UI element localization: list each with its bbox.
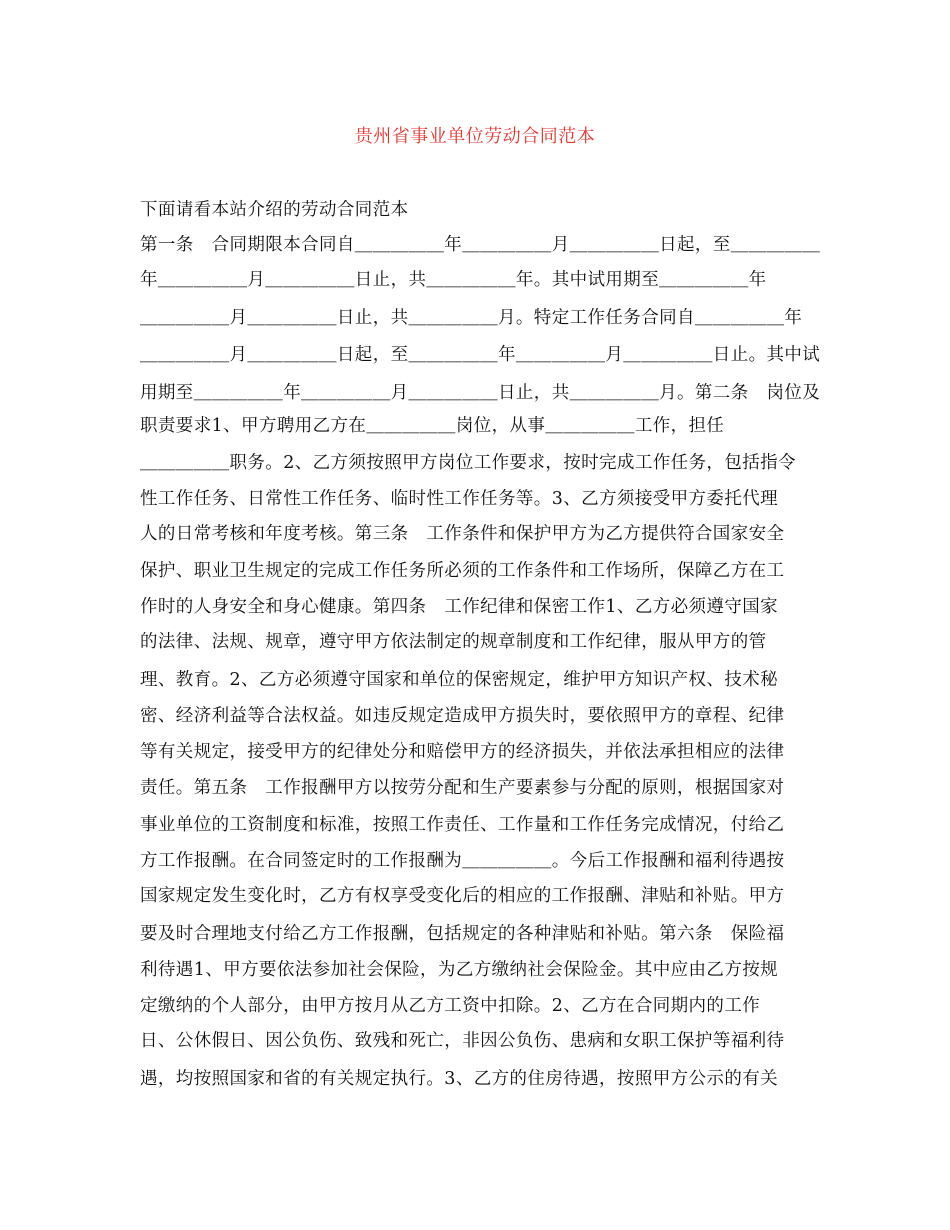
body-line: 要及时合理地支付给乙方工作报酬，包括规定的各种津贴和补贴。第六条 保险福 (140, 924, 785, 944)
body-line: 人的日常考核和年度考核。第三条 工作条件和保护甲方为乙方提供符合国家安全 (140, 524, 785, 544)
body-line: 理、教育。2、乙方必须遵守国家和单位的保密规定，维护甲方知识产权、技术秘 (140, 670, 779, 690)
body-line: 定缴纳的个人部分，由甲方按月从乙方工资中扣除。2、乙方在合同期内的工作 (140, 996, 761, 1016)
body-line: 事业单位的工资制度和标准，按照工作责任、工作量和工作任务完成情况，付给乙 (140, 815, 785, 835)
body-line: 下面请看本站介绍的劳动合同范本 (140, 200, 409, 220)
body-line: 国家规定发生变化时，乙方有权享受变化后的相应的工作报酬、津贴和补贴。甲方 (140, 886, 785, 906)
body-line: 第一条 合同期限本合同自＿＿＿＿＿年＿＿＿＿＿月＿＿＿＿＿日起，至＿＿＿＿＿ (140, 235, 821, 255)
body-line: 作时的人身安全和身心健康。第四条 工作纪律和保密工作1、乙方必须遵守国家 (140, 597, 779, 617)
body-line: ＿＿＿＿＿月＿＿＿＿＿日起，至＿＿＿＿＿年＿＿＿＿＿月＿＿＿＿＿日止。其中试 (140, 345, 821, 365)
body-line: ＿＿＿＿＿职务。2、乙方须按照甲方岗位工作要求，按时完成工作任务，包括指令 (140, 453, 796, 473)
body-line: 遇，均按照国家和省的有关规定执行。3、乙方的住房待遇，按照甲方公示的有关 (140, 1069, 779, 1089)
body-line: 用期至＿＿＿＿＿年＿＿＿＿＿月＿＿＿＿＿日止，共＿＿＿＿＿月。第二条 岗位及 (140, 383, 821, 403)
body-line: 等有关规定，接受甲方的纪律处分和赔偿甲方的经济损失，并依法承担相应的法律 (140, 742, 785, 762)
body-line: 性工作任务、日常性工作任务、临时性工作任务等。3、乙方须接受甲方委托代理 (140, 489, 779, 509)
body-line: 年＿＿＿＿＿月＿＿＿＿＿日止，共＿＿＿＿＿年。其中试用期至＿＿＿＿＿年 (140, 270, 767, 290)
body-line: 的法律、法规、规章，遵守甲方依法制定的规章制度和工作纪律，服从甲方的管 (140, 632, 767, 652)
body-line: 保护、职业卫生规定的完成工作任务所必须的工作条件和工作场所，保障乙方在工 (140, 561, 785, 581)
body-line: 责任。第五条 工作报酬甲方以按劳分配和生产要素参与分配的原则，根据国家对 (140, 778, 785, 798)
body-line: 日、公休假日、因公负伤、致残和死亡，非因公负伤、患病和女职工保护等福利待 (140, 1031, 785, 1051)
body-line: 职责要求1、甲方聘用乙方在＿＿＿＿＿岗位，从事＿＿＿＿＿工作，担任 (140, 416, 725, 436)
body-line: ＿＿＿＿＿月＿＿＿＿＿日止，共＿＿＿＿＿月。特定工作任务合同自＿＿＿＿＿年 (140, 308, 803, 328)
body-line: 利待遇1、甲方要依法参加社会保险，为乙方缴纳社会保险金。其中应由乙方按规 (140, 960, 779, 980)
document-title: 贵州省事业单位劳动合同范本 (354, 126, 596, 147)
body-line: 方工作报酬。在合同签定时的工作报酬为＿＿＿＿＿。今后工作报酬和福利待遇按 (140, 851, 785, 871)
body-line: 密、经济利益等合法权益。如违反规定造成甲方损失时，要依照甲方的章程、纪律 (140, 706, 785, 726)
